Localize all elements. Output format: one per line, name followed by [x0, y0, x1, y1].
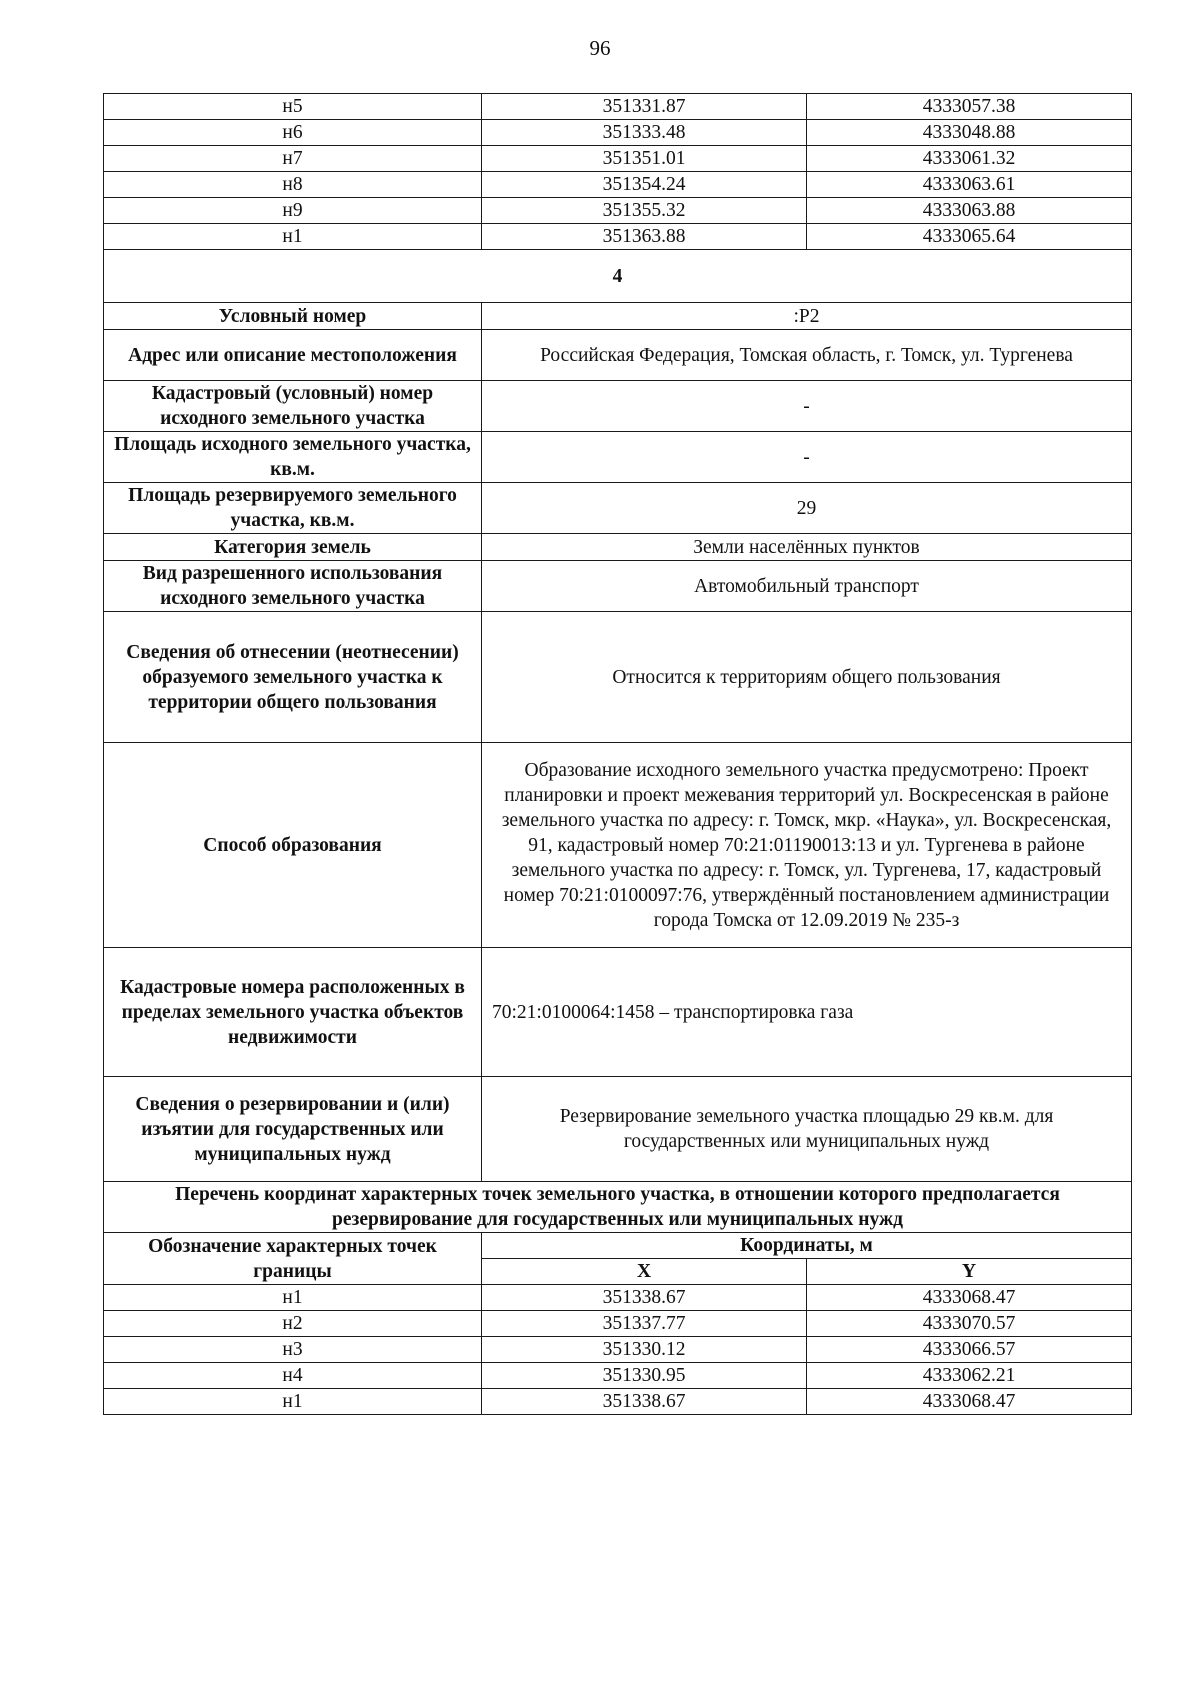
field-value: Автомобильный транспорт: [482, 561, 1132, 612]
coords-header-row: [104, 1233, 1132, 1259]
point-y: 4333062.21: [807, 1363, 1132, 1389]
field-row: [104, 330, 1132, 381]
point-y: 4333063.61: [807, 172, 1132, 198]
point-x: 351333.48: [482, 120, 807, 146]
table-row: [104, 94, 1132, 120]
point-y: 4333048.88: [807, 120, 1132, 146]
field-value: -: [482, 432, 1132, 483]
field-row: [104, 561, 1132, 612]
field-row: [104, 381, 1132, 432]
field-label: Площадь исходного земельного участка, кв.м.: [104, 432, 482, 483]
section-number: 4: [104, 250, 1132, 303]
point-y: 4333068.47: [807, 1285, 1132, 1311]
coords-title-row: [104, 1182, 1132, 1233]
field-row: [104, 1077, 1132, 1182]
point-y: 4333070.57: [807, 1311, 1132, 1337]
point-x: 351354.24: [482, 172, 807, 198]
y-column-header: Y: [807, 1259, 1132, 1285]
field-label: Площадь резервируемого земельного участка, кв.м.: [104, 483, 482, 534]
point-y: 4333057.38: [807, 94, 1132, 120]
table-row: [104, 1311, 1132, 1337]
point-x: 351355.32: [482, 198, 807, 224]
x-column-header: X: [482, 1259, 807, 1285]
field-row: [104, 612, 1132, 743]
table-row: [104, 1363, 1132, 1389]
table-row: [104, 198, 1132, 224]
point-name: н1: [104, 1285, 482, 1311]
field-value: 29: [482, 483, 1132, 534]
points-column-header: Обозначение характерных точек границы: [104, 1233, 482, 1285]
point-name: н6: [104, 120, 482, 146]
point-name: н3: [104, 1337, 482, 1363]
field-row: [104, 483, 1132, 534]
point-name: н7: [104, 146, 482, 172]
field-value: Российская Федерация, Томская область, г. Томск, ул. Тургенева: [482, 330, 1132, 381]
field-value: Образование исходного земельного участка предусмотрено: Проект планировки и проект межевания территорий ул. Воскресенская в районе земельного участка по адресу: г. Томск, мкр. «Наука», ул. Воскресенская, 91, кадастровый номер 70:21:01190013:13 и ул. Тургенева в районе земельного участка по адресу: г. Томск, ул. Тургенева, 17, кадастровый номер 70:21:0100097:76, утверждённый постановлением администрации города Томска от 12.09.2019 № 235-з: [482, 743, 1132, 948]
field-label: Сведения о резервировании и (или) изъятии для государственных или муниципальных нужд: [104, 1077, 482, 1182]
field-label: Адрес или описание местоположения: [104, 330, 482, 381]
table-row: [104, 172, 1132, 198]
point-x: 351338.67: [482, 1285, 807, 1311]
field-label: Сведения об отнесении (неотнесении) образуемого земельного участка к территории общего пользования: [104, 612, 482, 743]
table-row: [104, 120, 1132, 146]
field-value: -: [482, 381, 1132, 432]
field-row: [104, 432, 1132, 483]
land-plot-table: [103, 93, 1132, 1415]
field-label: Способ образования: [104, 743, 482, 948]
table-row: [104, 224, 1132, 250]
section-row: [104, 250, 1132, 303]
point-y: 4333065.64: [807, 224, 1132, 250]
point-x: 351351.01: [482, 146, 807, 172]
table-row: [104, 1389, 1132, 1415]
table-row: [104, 1285, 1132, 1311]
field-value: Резервирование земельного участка площадью 29 кв.м. для государственных или муниципальных нужд: [482, 1077, 1132, 1182]
table-row: [104, 1337, 1132, 1363]
field-row: [104, 303, 1132, 330]
coords-title: Перечень координат характерных точек земельного участка, в отношении которого предполагается резервирование для государственных или муниципальных нужд: [104, 1182, 1132, 1233]
point-name: н8: [104, 172, 482, 198]
point-y: 4333068.47: [807, 1389, 1132, 1415]
point-x: 351330.95: [482, 1363, 807, 1389]
field-row: [104, 948, 1132, 1077]
page-number: 96: [589, 36, 611, 60]
point-name: н9: [104, 198, 482, 224]
field-value: Земли населённых пунктов: [482, 534, 1132, 561]
point-x: 351337.77: [482, 1311, 807, 1337]
point-name: н1: [104, 224, 482, 250]
point-x: 351330.12: [482, 1337, 807, 1363]
point-y: 4333061.32: [807, 146, 1132, 172]
field-label: Вид разрешенного использования исходного земельного участка: [104, 561, 482, 612]
field-label: Кадастровый (условный) номер исходного земельного участка: [104, 381, 482, 432]
field-label: Категория земель: [104, 534, 482, 561]
point-y: 4333063.88: [807, 198, 1132, 224]
point-name: н4: [104, 1363, 482, 1389]
field-value: :Р2: [482, 303, 1132, 330]
point-x: 351331.87: [482, 94, 807, 120]
field-label: Кадастровые номера расположенных в пределах земельного участка объектов недвижимости: [104, 948, 482, 1077]
coords-column-header: Координаты, м: [482, 1233, 1132, 1259]
point-x: 351363.88: [482, 224, 807, 250]
field-row: [104, 534, 1132, 561]
point-y: 4333066.57: [807, 1337, 1132, 1363]
field-label: Условный номер: [104, 303, 482, 330]
point-name: н2: [104, 1311, 482, 1337]
table-row: [104, 146, 1132, 172]
point-x: 351338.67: [482, 1389, 807, 1415]
field-row: [104, 743, 1132, 948]
point-name: н5: [104, 94, 482, 120]
field-value: 70:21:0100064:1458 – транспортировка газа: [482, 948, 1132, 1077]
field-value: Относится к территориям общего пользования: [482, 612, 1132, 743]
point-name: н1: [104, 1389, 482, 1415]
